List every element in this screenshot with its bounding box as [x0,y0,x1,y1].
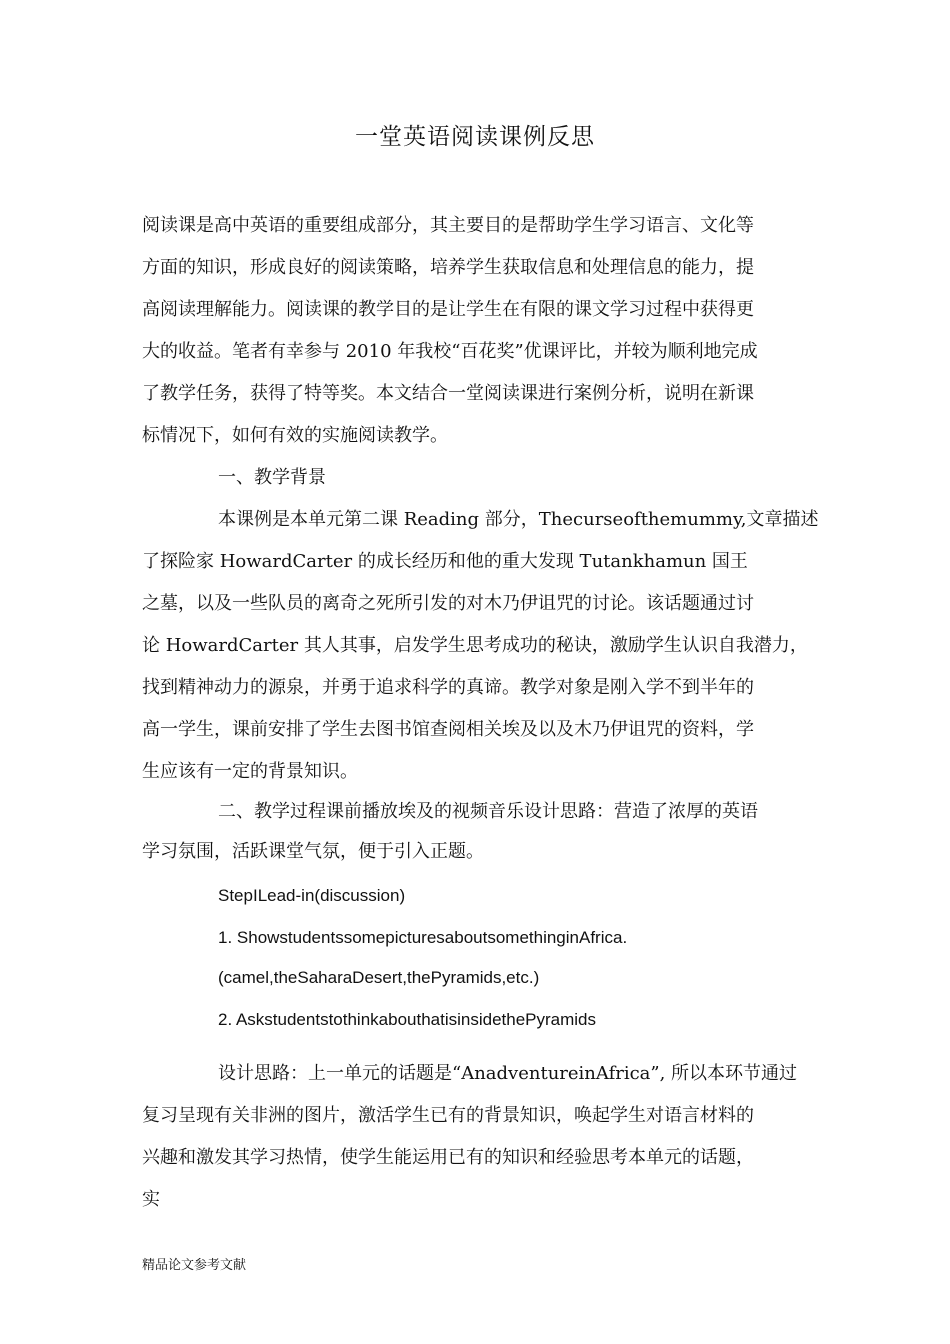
paragraph-line: 了探险家 HowardCarter 的成长经历和他的重大发现 Tutankhamun 国王 [142,551,748,572]
section-heading: 一、教学背景 [218,467,326,488]
step-item: 2. AskstudentstothinkabouthatisinsidethePyramids [218,1010,597,1029]
paragraph-line: 设计思路：上一单元的话题是“AnadventureinAfrica”, 所以本环节通过 [218,1063,798,1084]
document-title: 一堂英语阅读课例反思 [355,124,595,150]
paragraph-line: 之墓，以及一些队员的离奇之死所引发的对木乃伊诅咒的讨论。该话题通过讨 [142,593,754,614]
step-item: 1. ShowstudentssomepicturesaboutsomethinginAfrica. [218,928,628,947]
paragraph-line: 阅读课是高中英语的重要组成部分，其主要目的是帮助学生学习语言、文化等 [142,215,754,236]
page-footer: 精品论文参考文献 [142,1258,247,1273]
section-heading: 二、教学过程课前播放埃及的视频音乐设计思路：营造了浓厚的英语 [218,801,758,822]
paragraph-line: 找到精神动力的源泉，并勇于追求科学的真谛。教学对象是刚入学不到半年的 [142,677,754,698]
paragraph-line: 复习呈现有关非洲的图片，激活学生已有的背景知识，唤起学生对语言材料的 [142,1105,754,1126]
paragraph-line: 学习氛围，活跃课堂气氛，便于引入正题。 [142,841,484,862]
paragraph-line: 高一学生，课前安排了学生去图书馆查阅相关埃及以及木乃伊诅咒的资料，学 [142,719,754,740]
paragraph-line: 标情况下，如何有效的实施阅读教学。 [142,425,448,446]
paragraph-line: 高阅读理解能力。阅读课的教学目的是让学生在有限的课文学习过程中获得更 [142,299,754,320]
paragraph-line: 了教学任务，获得了特等奖。本文结合一堂阅读课进行案例分析，说明在新课 [142,383,754,404]
paragraph-line: 本课例是本单元第二课 Reading 部分，Thecurseofthemummy,文章描述 [218,509,819,530]
paragraph-line: 兴趣和激发其学习热情，使学生能运用已有的知识和经验思考本单元的话题， [142,1147,754,1168]
step-item-detail: (camel,theSaharaDesert,thePyramids,etc.) [218,968,540,987]
paragraph-line: 实 [142,1189,160,1210]
paragraph-line: 论 HowardCarter 其人其事，启发学生思考成功的秘诀，激励学生认识自我潜力， [142,635,808,656]
paragraph-line: 大的收益。笔者有幸参与 2010 年我校“百花奖”优课评比，并较为顺利地完成 [142,341,758,362]
paragraph-line: 方面的知识，形成良好的阅读策略，培养学生获取信息和处理信息的能力，提 [142,257,754,278]
step-heading: StepILead-in(discussion) [218,886,406,905]
paragraph-line: 生应该有一定的背景知识。 [142,761,358,782]
